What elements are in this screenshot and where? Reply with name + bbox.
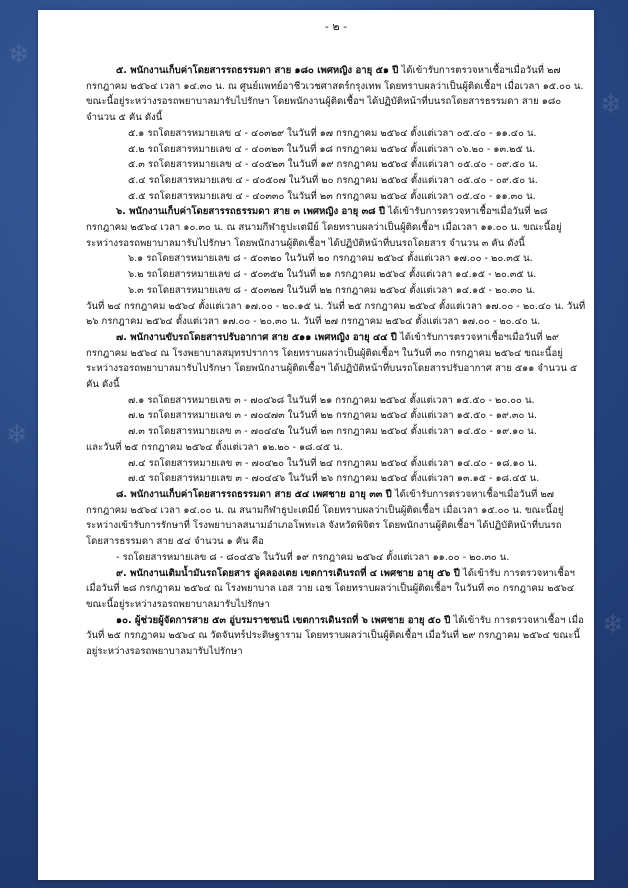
section-lead: ได้เข้ารับ [459,567,501,579]
section-body: การตรวจหาเชื้อฯ เมื่อวันที่ ๒๘ กรกฎาคม ๒๕๖๔ ณ โรงพยาบาล เอส วาย เอช โดยทราบผลว่าเป็นผู้ติดเชื้อฯ ในวันที่ ๓๐ กรกฎาคม ๒๕๖๔ ขณะนี้อยู่ระหว่างรอรถพยาบาลมารับไปรักษา [86,567,575,610]
bus-entry: ๗.๔ รถโดยสารหมายเลข ๓ - ๗๐๔๒๐ ในวันที่ ๒๔ กรกฎาคม ๒๕๖๔ ตั้งแต่เวลา ๑๔.๔๐ - ๑๘.๑๐ น. [128,457,538,469]
bus-entry: ๗.๕ รถโดยสารหมายเลข ๓ - ๗๐๔๔๖ ในวันที่ ๒๖ กรกฎาคม ๒๕๖๔ ตั้งแต่เวลา ๑๓.๑๕ - ๑๘.๔๕ น. [128,473,540,485]
section-body: การตรวจหาเชื้อฯ เมื่อวันที่ ๒๕ กรกฎาคม ๒๕๖๔ ณ วัดจันทร์ประดิษฐาราม โดยทราบผลว่าเป็นผู้ติดเชื้อฯ เมื่อวันที่ ๒๙ กรกฎาคม ๒๕๖๔ ขณะนี้อยู่ระหว่างรอรถพยาบาลมารับไปรักษา [86,614,584,658]
section-body: เมื่อวันที่ ๒๘ กรกฎาคม ๒๕๖๔ เวลา ๑๐.๓๐ น. ณ สนามกีฬาธูปะเตมีย์ โดยทราบผลว่าเป็นผู้ติดเชื้อฯ เมื่อเวลา ๑๑.๐๐ น. ขณะนี้อยู่ระหว่างรอรถพยาบาลมารับไปรักษา โดยพนักงานผู้ติดเชื้อฯ ได้ปฏิบัติหน้าที่บนรถโดยสาร จำนวน ๓ คัน ดังนี้ [86,206,562,249]
bus-entry: ๗.๒ รถโดยสารหมายเลข ๓ - ๗๐๔๗๓ ในวันที่ ๒๒ กรกฎาคม ๒๕๖๔ ตั้งแต่เวลา ๑๕.๕๐ - ๑๙.๓๐ น. [128,410,537,422]
bus-entry: ๕.๓ รถโดยสารหมายเลข ๔ - ๔๐๕๒๓ ในวันที่ ๑๙ กรกฎาคม ๒๕๖๔ ตั้งแต่เวลา ๐๕.๔๐ - ๐๙.๕๐ น. [128,159,538,171]
document-page [38,10,594,880]
section-heading: ๕. พนักงานเก็บค่าโดยสารรถธรรมดา สาย ๑๘๐ เพศหญิง อายุ ๕๑ ปี [116,65,399,76]
bus-entry: ๕.๔ รถโดยสารหมายเลข ๔ - ๔๐๕๐๗ ในวันที่ ๒๐ กรกฎาคม ๒๕๖๔ ตั้งแต่เวลา ๐๕.๔๐ - ๐๙.๕๐ น. [128,174,538,186]
section-lead: ได้เข้ารับการตรวจหาเชื้อฯ [396,331,509,343]
snowflake-decoration-icon: ❄ [8,40,30,70]
section-9 [86,566,586,613]
section-lead: ได้เข้ารับการตรวจหาเชื้อฯ [391,488,504,500]
bus-entry: ๕.๒ รถโดยสารหมายเลข ๔ - ๔๐๓๒๓ ในวันที่ ๑๘ กรกฎาคม ๒๕๖๔ ตั้งแต่เวลา ๐๖.๒๐ - ๑๓.๒๕ น. [128,143,536,155]
bus-entry: - รถโดยสารหมายเลข ๘ - ๘๐๔๕๖ ในวันที่ ๑๙ กรกฎาคม ๒๕๖๔ ตั้งแต่เวลา ๑๑.๐๐ - ๒๐.๓๐ น. [116,551,510,563]
bus-entry: ๖.๒ รถโดยสารหมายเลข ๘ - ๕๐๓๕๒ ในวันที่ ๒๑ กรกฎาคม ๒๕๖๔ ตั้งแต่เวลา ๑๔.๑๕ - ๒๐.๓๕ น. [128,269,537,281]
section-lead: ได้เข้ารับ [450,614,491,626]
bus-entry: ๖.๑ รถโดยสารหมายเลข ๘ - ๕๐๓๒๐ ในวันที่ ๒๐ กรกฎาคม ๒๕๖๔ ตั้งแต่เวลา ๑๗.๐๐ - ๒๐.๓๕ น. [128,253,533,265]
page-number: - ๒ - [324,20,348,33]
section-5 [86,63,586,204]
bus-entry: ๗.๑ รถโดยสารหมายเลข ๓ - ๗๐๔๖๘ ในวันที่ ๒๑ กรกฎาคม ๒๕๖๔ ตั้งแต่เวลา ๑๕.๕๐ - ๒๐.๐๐ น. [128,394,535,406]
snowflake-decoration-icon: ❄ [6,420,28,450]
bus-entry: ๕.๕ รถโดยสารหมายเลข ๔ - ๔๐๓๓๐ ในวันที่ ๒๓ กรกฎาคม ๒๕๖๔ ตั้งแต่เวลา ๐๕.๔๐ - ๑๑.๓๐ น. [128,190,536,202]
section-heading: ๙. พนักงานเติมน้ำมันรถโดยสาร อู่คลองเตย เขตการเดินรถที่ ๔ เพศชาย อายุ ๕๖ ปี [116,567,460,579]
section-body: เมื่อวันที่ ๒๗ กรกฎาคม ๒๕๖๔ เวลา ๑๔.๓๐ น. ณ ศูนย์แพทย์อาชีวเวชศาสตร์กรุงเทพ โดยทราบผลว่าเป็นผู้ติดเชื้อฯ เมื่อเวลา ๑๕.๐๐ น. ขณะนี้อยู่ระหว่างรอรถพยาบาลมารับไปรักษา โดยพนักงานผู้ติดเชื้อฯ ได้ปฏิบัติหน้าที่บนรถโดยสารธรรมดา สาย ๑๘๐ จำนวน ๕ คัน ดังนี้ [86,65,584,124]
bus-entry: ๕.๑ รถโดยสารหมายเลข ๔ - ๔๐๓๒๙ ในวันที่ ๑๗ กรกฎาคม ๒๕๖๔ ตั้งแต่เวลา ๐๕.๔๐ - ๑๑.๔๐ น. [128,127,537,139]
section-6 [86,204,586,330]
section-heading: ๖. พนักงานเก็บค่าโดยสารรถธรรมดา สาย ๓ เพศหญิง อายุ ๓๘ ปี [116,206,385,218]
section-heading: ๗. พนักงานขับรถโดยสารปรับอากาศ สาย ๕๑๑ เพศหญิง อายุ ๔๔ ปี [116,331,397,343]
snowflake-decoration-icon: ❄ [600,90,622,120]
bus-entry: ๗.๓ รถโดยสารหมายเลข ๓ - ๗๐๔๔๒ ในวันที่ ๒๓ กรกฎาคม ๒๕๖๔ ตั้งแต่เวลา ๑๔.๕๐ - ๑๙.๑๐ น. [128,426,537,438]
section-heading: ๘. พนักงานเก็บค่าโดยสารรถธรรมดา สาย ๕๔ เพศชาย อายุ ๓๓ ปี [116,488,392,500]
document-content [86,10,586,660]
section-lead: ได้เข้ารับการตรวจหาเชื้อฯ [398,65,511,76]
section-body: เมื่อวันที่ ๒๗ กรกฎาคม ๒๕๖๔ เวลา ๑๔.๐๐ น. ณ สนามกีฬาธูปะเตมีย์ โดยทราบผลว่าเป็นผู้ติดเชื้อฯ เมื่อเวลา ๑๕.๐๐ น. ขณะนี้อยู่ระหว่างเข้ารับการรักษาที่ โรงพยาบาลสนามอำเภอโพทะเล จังหวัดพิจิตร โดยพนักงานผู้ติดเชื้อฯ ได้ปฏิบัติหน้าที่บนรถโดยสารธรรมดา สาย ๕๔ จำนวน ๑ คัน คือ [86,488,564,548]
section-10 [86,613,586,660]
section-continuation: และวันที่ ๒๕ กรกฎาคม ๒๕๖๔ ตั้งแต่เวลา ๑๒.๒๐ - ๑๘.๔๕ น. [86,441,343,453]
section-8 [86,487,586,566]
snowflake-decoration-icon: ❄ [602,610,624,640]
bus-entry: ๖.๓ รถโดยสารหมายเลข ๘ - ๕๐๓๒๗ ในวันที่ ๒๒ กรกฎาคม ๒๕๖๔ ตั้งแต่เวลา ๑๔.๑๕ - ๒๐.๓๐ น. [128,284,536,296]
section-continuation: วันที่ ๒๔ กรกฎาคม ๒๕๖๔ ตั้งแต่เวลา ๑๗.๐๐ - ๒๐.๑๕ น. วันที่ ๒๕ กรกฎาคม ๒๕๖๔ ตั้งแต่เวลา ๑๗.๐๐ - ๒๐.๔๐ น. วันที่ ๒๖ กรกฎาคม ๒๕๖๔ ตั้งแต่เวลา ๑๗.๐๐ - ๒๐.๓๐ น. วันที่ ๒๗ กรกฎาคม ๒๕๖๔ ตั้งแต่เวลา ๑๗.๐๐ - ๒๐.๔๐ น. [86,300,586,328]
section-lead: ได้เข้ารับการตรวจหาเชื้อฯ [385,206,497,218]
section-body: เมื่อวันที่ ๒๙ กรกฎาคม ๒๕๖๔ ณ โรงพยาบาลสมุทรปราการ โดยทราบผลว่าเป็นผู้ติดเชื้อฯ ในวันที่ ๓๐ กรกฎาคม ๒๕๖๔ ขณะนี้อยู่ระหว่างรอรถพยาบาลมารับไปรักษา โดยพนักงานผู้ติดเชื้อฯ ได้ปฏิบัติหน้าที่บนรถโดยสารปรับอากาศ สาย ๕๑๑ จำนวน ๕ คัน ดังนี้ [86,331,578,391]
section-7 [86,330,586,487]
section-heading: ๑๐. ผู้ช่วยผู้จัดการสาย ๕๓ อู่บรมราชชนนี เขตการเดินรถที่ ๖ เพศชาย อายุ ๕๐ ปี [116,614,451,626]
